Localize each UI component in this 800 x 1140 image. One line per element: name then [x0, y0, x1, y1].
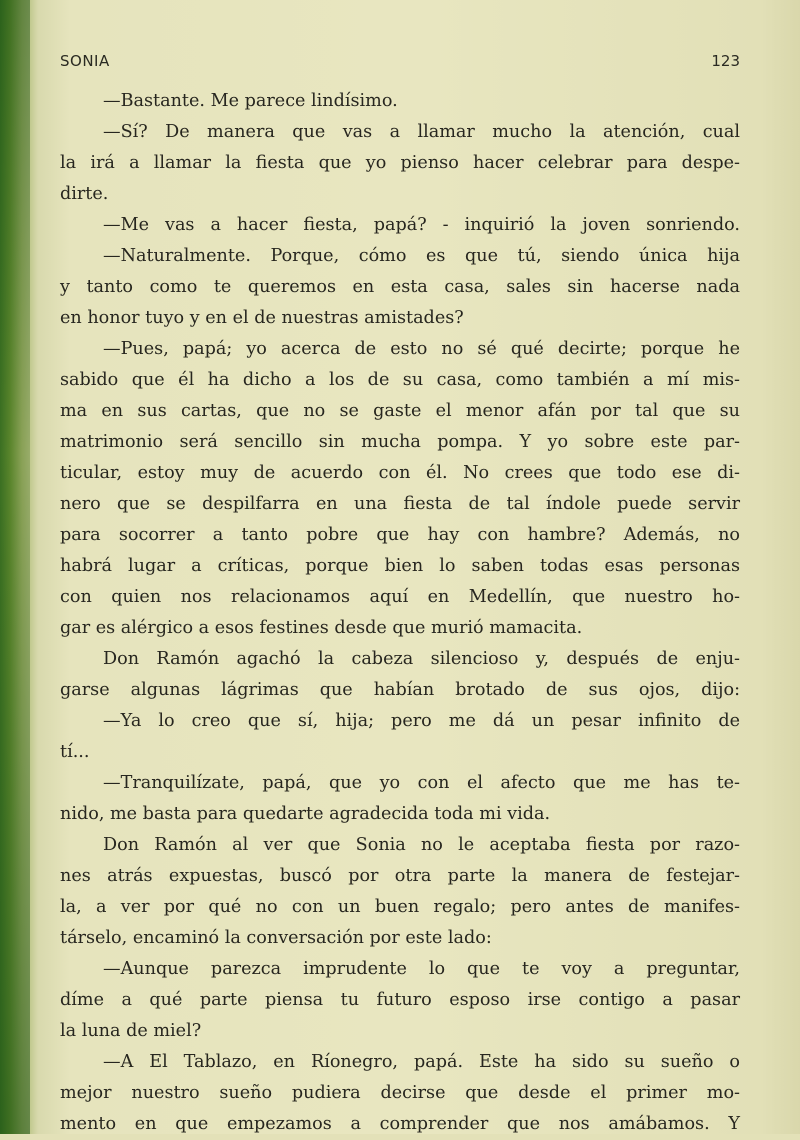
text-line: para socorrer a tanto pobre que hay con hambre? Además, no: [60, 525, 740, 545]
text-line: —Tranquilízate, papá, que yo con el afecto que me has te-: [103, 773, 740, 793]
text-line: Don Ramón agachó la cabeza silencioso y, después de enju-: [103, 649, 740, 669]
page-header: [60, 52, 740, 78]
text-line: Don Ramón al ver que Sonia no le aceptaba fiesta por razo-: [103, 835, 740, 855]
text-line: gar es alérgico a esos festines desde que murió mamacita.: [60, 618, 583, 638]
text-line: la luna de miel?: [60, 1021, 202, 1041]
text-line: díme a qué parte piensa tu futuro esposo irse contigo a pasar: [60, 990, 740, 1010]
text-line: —Me vas a hacer fiesta, papá? - inquirió la joven sonriendo.: [103, 215, 740, 235]
text-line: ma en sus cartas, que no se gaste el menor afán por tal que su: [60, 401, 740, 421]
text-line: nido, me basta para quedarte agradecida toda mi vida.: [60, 804, 551, 824]
text-line: —Ya lo creo que sí, hija; pero me dá un pesar infinito de: [103, 711, 740, 731]
text-line: sabido que él ha dicho a los de su casa, como también a mí mis-: [60, 370, 740, 390]
text-line: garse algunas lágrimas que habían brotado de sus ojos, dijo:: [60, 680, 740, 700]
text-line: társelo, encaminó la conversación por este lado:: [60, 928, 492, 948]
text-line: —Aunque parezca imprudente lo que te voy a preguntar,: [103, 959, 740, 979]
text-line: en honor tuyo y en el de nuestras amistades?: [60, 308, 464, 328]
text-line: mejor nuestro sueño pudiera decirse que desde el primer mo-: [60, 1083, 740, 1103]
running-title: SONIA: [60, 52, 110, 70]
text-line: dirte.: [60, 184, 109, 204]
text-line: nes atrás expuestas, buscó por otra parte la manera de festejar-: [60, 866, 740, 886]
text-line: —Sí? De manera que vas a llamar mucho la atención, cual: [103, 122, 740, 142]
text-line: la, a ver por qué no con un buen regalo; pero antes de manifes-: [60, 897, 740, 917]
text-line: la irá a llamar la fiesta que yo pienso hacer celebrar para despe-: [60, 153, 740, 173]
text-line: —Naturalmente. Porque, cómo es que tú, siendo única hija: [103, 246, 740, 266]
text-line: habrá lugar a críticas, porque bien lo saben todas esas personas: [60, 556, 740, 576]
body-text: [60, 86, 740, 1140]
text-line: mento en que empezamos a comprender que nos amábamos. Y: [60, 1114, 740, 1134]
text-line: tí...: [60, 742, 90, 762]
text-line: —Pues, papá; yo acerca de esto no sé qué decirte; porque he: [103, 339, 740, 359]
page-number: 123: [711, 52, 740, 70]
text-line: matrimonio será sencillo sin mucha pompa. Y yo sobre este par-: [60, 432, 740, 452]
text-line: nero que se despilfarra en una fiesta de tal índole puede servir: [60, 494, 740, 514]
text-line: —Bastante. Me parece lindísimo.: [103, 91, 398, 111]
book-gutter: [0, 0, 30, 1134]
text-line: —A El Tablazo, en Ríonegro, papá. Este ha sido su sueño o: [103, 1052, 740, 1072]
text-line: con quien nos relacionamos aquí en Medellín, que nuestro ho-: [60, 587, 740, 607]
text-line: ticular, estoy muy de acuerdo con él. No crees que todo ese di-: [60, 463, 740, 483]
text-line: y tanto como te queremos en esta casa, sales sin hacerse nada: [60, 277, 740, 297]
